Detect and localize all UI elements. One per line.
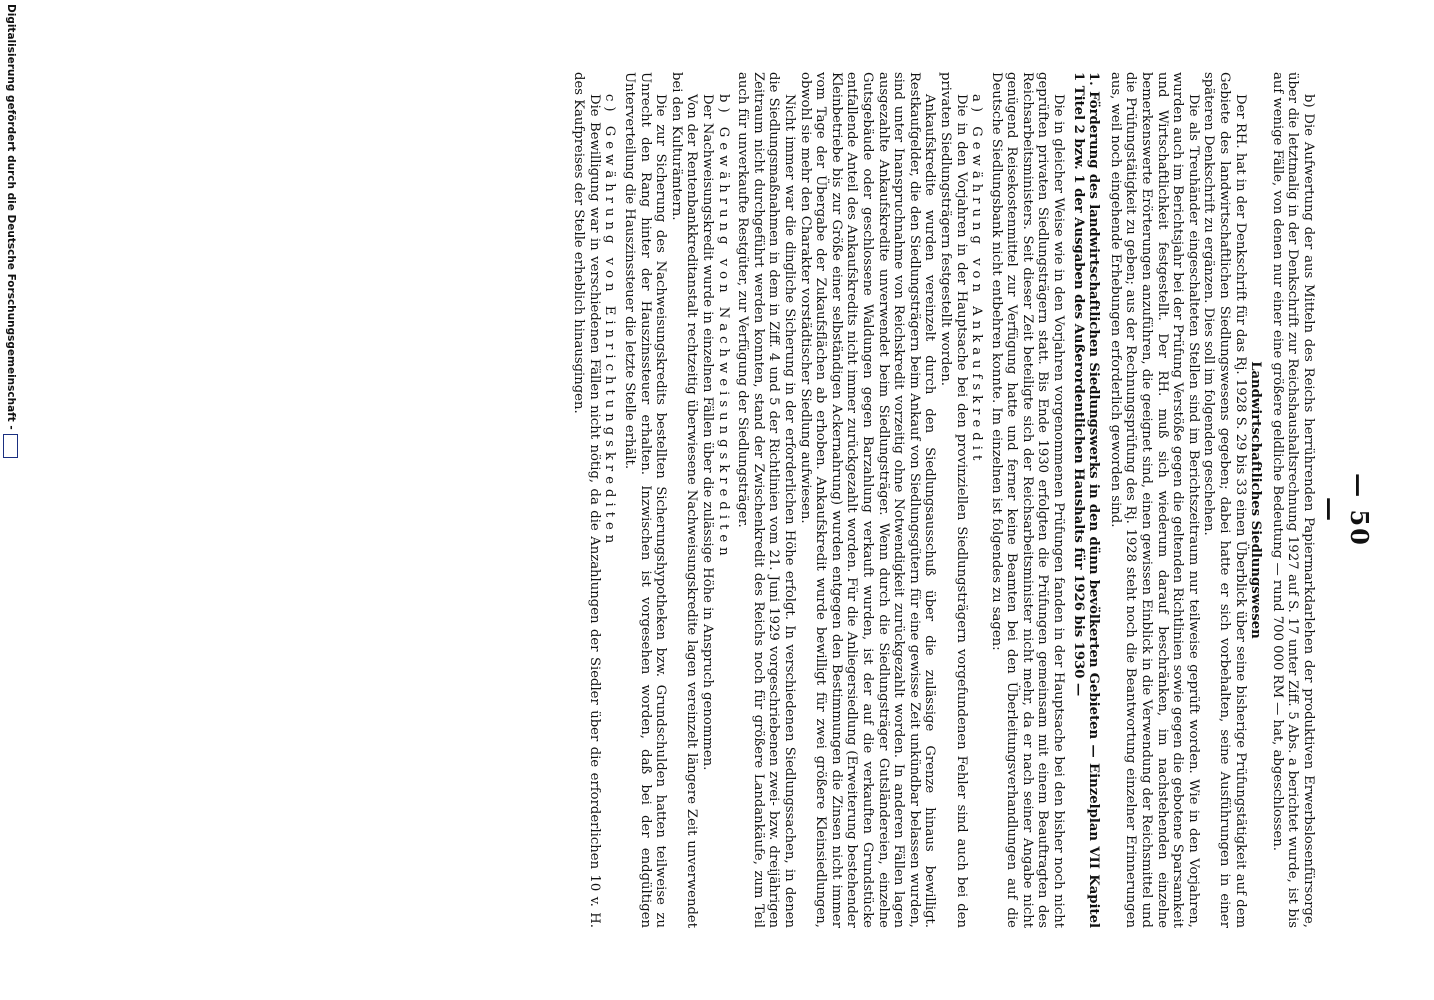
paragraph-bewilligung: Die Bewilligung war in verschiedenen Fällen nicht nötig, da die Anzahlungen der Siedler über die erforderlichen 10 v. H. des Kaufpreises der Stelle erheblich hinausgingen. (571, 72, 602, 928)
paragraph-fehler: Die in den Vorjahren in der Hauptsache bei den provinziellen Siedlungsträgern vorgefundenen Fehler sind auch bei den privaten Siedlungsträgern festgestellt worden. (937, 72, 969, 928)
paragraph-rentenbank: Von der Rentenbankkreditanstalt rechtzeitig überwiesene Nachweisungskredite lagen vereinzelt längere Zeit unverwendet bei den Kulturämtern. (668, 72, 700, 928)
footer-credit-text: Digitalisierung gefördert durch die Deutsche Forschungsgemeinschaft - (5, 4, 17, 430)
paragraph-ankaufskredite: Ankaufskredite wurden vereinzelt durch den Siedlungsausschuß über die zulässige Grenze hinaus bewilligt. Restkaufgelder, die den Siedlungsträgern beim Ankauf von Siedlungsgütern für eine gewisse Zeit unkündbar belassen wurden, sind unter Inanspruchnahme von Reichskredit vorzeitig ohne Notwendigkeit zurückgezahlt worden. In anderen Fällen lagen ausgezahlte Ankaufskredite unverwendet beim Siedlungsträger. Wenn durch die Siedlungsträger Gutsländereien, einzelne Gutsgebäude oder geschlossene Waldungen gegen Barzahlung verkauft wurden, ist der auf die verkauften Grundstücke entfallende Anteil des Ankaufskredits nicht immer zurückgezahlt worden. Für die Anliegersiedlung (Erweiterung bestehender Kleinbetriebe bis zur Größe einer selbständigen Ackernahrung) wurden entgegen den Bestimmungen die Zinsen nicht immer vom Tage der Übergabe der Zukaufsflächen ab erhoben. Ankaufskredit wurde bewilligt für zwei größere Kleinsiedlungen, obwohl sie mehr den Charakter vorstädtischer Siedlung aufwiesen. (797, 72, 938, 928)
page-number: — 50 — (1316, 473, 1374, 547)
paragraph-denkschrift: Der RH. hat in der Denkschrift für das Rj. 1928 S. 29 bis 33 einen Überblick über seine bisherige Prüfungstätigkeit auf dem Gebiete des landwirtschaftlichen Siedlungswesens gegeben; dabei hatte er sich vorbehalten, seine Ausführungen in einer späteren Denkschrift zu ergänzen. Dies soll im folgenden geschehen. (1201, 72, 1248, 928)
paragraph-aufwertung: b) Die Aufwertung der aus Mitteln des Reichs herrührenden Papiermarkdarlehen der produktiven Erwerbslosenfürsorge, über die letztmalig in der Denkschrift zur Reichshaushaltsrechnung 1927 auf S. 17 unter Ziff. 5 Abs. a berichtet wurde, ist bis auf wenige Fälle, von denen nur einer eine größere geldliche Bedeutung — rund 700 000 RM — hat, abgeschlossen. (1269, 72, 1316, 928)
paragraph-treuhaender: Die als Treuhänder eingeschalteten Stellen sind im Berichtszeitraum nur teilweise geprüft worden. Wie in den Vorjahren, wurden auch im Berichtsjahr bei der Prüfung Verstöße gegen die geltenden Richtlinien sowie gegen die gebotene Sparsamkeit und Wirtschaftlichkeit festgestellt. Der RH. muß sich wiederum darauf beschränken, im nachstehenden einzelne bemerkenswerte Erörterungen anzuführen, die geeignet sind, einen gewissen Einblick in die Verwendung der Reichsmittel und die Prüfungstätigkeit zu geben; aus der Rechnungsprüfung des Rj. 1928 steht noch die Beantwortung einzelner Erinnerungen aus, weil noch eingehende Erhebungen erforderlich geworden sind. (1107, 72, 1201, 928)
heading-foerderung: 1. Förderung des landwirtschaftlichen Siedlungswerks in den dünn bevölkerten Gebieten — Einzelplan VII Kapitel 1 Titel 2 bzw. 1 der Ausgaben des Außerordentlichen Haushalts für 1926 bis 1930 — (1070, 72, 1102, 928)
paragraph-hypotheken: Die zur Sicherung des Nachweisungskredits bestellten Sicherungshypotheken bzw. Grundschulden hatten teilweise zu Unrecht den Rang hinter der Hauszinssteuer erhalten. Inzwischen ist vorgesehen worden, daß bei der endgültigen Unterverteilung die Hauszinssteuer die letzte Stelle erhält. (622, 72, 669, 928)
section-heading-siedlungswesen: Landwirtschaftliches Siedlungswesen (1248, 361, 1264, 639)
digitization-footer (0, 0, 22, 1000)
paragraph-pruefungen: Die in gleicher Weise wie in den Vorjahren vorgenommenen Prüfungen fanden in der Hauptsache bei den bisher noch nicht geprüften privaten Siedlungsträgern statt. Bis Ende 1930 erfolgten die Prüfungen gemeinsam mit einem Beauftragten des Reichsarbeitsministers. Seit dieser Zeit beteiligte sich der Reichsarbeitsminister nicht mehr, da er nach seiner Angabe nicht genügend Reisekostenmittel zur Verfügung hatte und ferner keine Beamten bei den Überleitungsverhandlungen auf die Deutsche Siedlungsbank nicht entbehren konnte. Im einzelnen ist folgendes zu sagen: (988, 72, 1067, 928)
subheading-nachweisungskredite: b) Gewährung von Nachweisungskrediten (715, 94, 731, 561)
text-column (571, 72, 1316, 928)
subheading-ankaufskredit: a) Gewährung von Ankaufskredit (969, 94, 985, 466)
dfg-logo (4, 434, 19, 458)
subheading-einrichtungskredite: c) Gewährung von Einrichtungskrediten (602, 94, 618, 549)
paragraph-sicherung: Nicht immer war die dingliche Sicherung in der erforderlichen Höhe erfolgt. In verschiedenen Siedlungssachen, in denen die Siedlungsmaßnahmen in dem in Ziff. 4 und 5 der Richtlinien vom 21. Juni 1929 vorgeschriebenen zwei- bzw. dreijährigen Zeitraum nicht durchgeführt werden konnten, stand der Zwischenkredit des Reichs noch für größere Landankäufe, zum Teil auch für unverkaufte Restgüter, zur Verfügung der Siedlungsträger. (735, 72, 797, 928)
paragraph-nachweisungskredit: Der Nachweisungskredit wurde in einzelnen Fällen über die zulässige Höhe in Anspruch genommen. (700, 94, 716, 771)
